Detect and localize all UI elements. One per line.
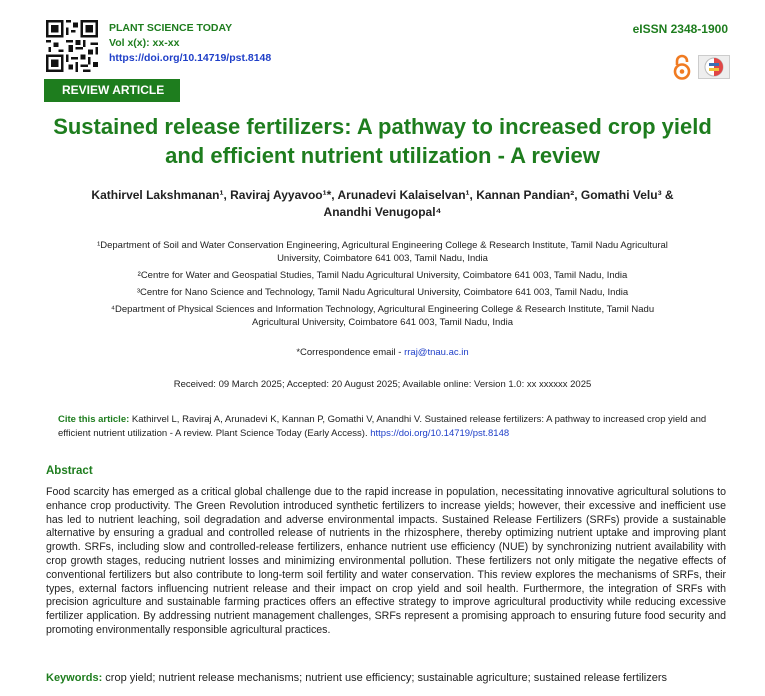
affiliations — [90, 239, 675, 333]
correspondence-email[interactable]: rraj@tnau.ac.in — [404, 347, 469, 358]
doi-link[interactable]: https://doi.org/10.14719/pst.8148 — [109, 52, 272, 64]
authors-line-1: Kathirvel Lakshmanan¹, Raviraj Ayyavoo¹*, Arunadevi Kalaiselvan¹, Kannan Pandian², Gomathi Velu³ & — [91, 188, 674, 202]
citation — [58, 413, 723, 441]
title-line-1: Sustained release fertilizers: A pathway to increased crop yield — [53, 114, 712, 139]
affiliation-2: ²Centre for Water and Geospatial Studies, Tamil Nadu Agricultural University, Coimbatore 641 003, Tamil Nadu, India — [137, 270, 628, 281]
eissn: eISSN 2348-1900 — [632, 22, 728, 36]
cite-label: Cite this article: — [58, 414, 130, 425]
keywords-text: crop yield; nutrient release mechanisms; nutrient use efficiency; sustainable agriculture; sustained release fertilizers — [102, 672, 667, 684]
keywords — [46, 672, 667, 684]
journal-header — [109, 21, 271, 66]
authors-line-2: Anandhi Venugopal⁴ — [323, 205, 442, 219]
keywords-label: Keywords: — [46, 672, 103, 684]
abstract-body: Food scarcity has emerged as a critical global challenge due to the rapid increase in population, necessitating innovative agricultural solutions to enhance crop productivity. The Green Revolution introduced synthetic fertilizers to increase yields; however, their excessive and inefficient use has led to nutrient leaching, soil degradation and adverse environmental impacts. Sustained Release Fertilizers (SRFs) provide a sustainable alternative by ensuring a gradual and controlled release of nutrients in the rhizosphere, thereby optimizing nutrient uptake and improving plant growth. SRFs, including slow and controlled-release fertilizers, enhance nutrient use efficiency (NUE) by synchronizing nutrient availability with crop growth stages, reducing nutrient losses and minimizing environmental pollution. These fertilizers not only mitigate the negative effects of conventional fertilizers but also contribute to long-term soil fertility and water conservation. This review explores the mechanisms of SRFs, their types, external factors influencing nutrient release and their impact on crop yield and soil health. Furthermore, the integration of SRFs with precision agriculture and sustainable farming practices offers an effective strategy to improve agricultural productivity while reducing excessive fertilizer application. By addressing nutrient management challenges, SRFs represent a promising approach to ensuring future food security and promoting environmentally responsible agricultural practices. — [46, 486, 726, 636]
qr-code-icon — [46, 20, 98, 72]
article-title — [20, 112, 745, 170]
abstract-heading: Abstract — [46, 465, 93, 477]
title-line-2: and efficient nutrient utilization - A review — [165, 143, 600, 168]
journal-name: PLANT SCIENCE TODAY — [109, 22, 233, 34]
affiliation-3: ³Centre for Nano Science and Technology, Tamil Nadu Agricultural University, Coimbatore 641 003, Tamil Nadu, India — [136, 287, 629, 298]
open-access-icon[interactable] — [672, 54, 692, 80]
correspondence-label: *Correspondence email - — [296, 347, 405, 358]
crossmark-icon[interactable] — [698, 55, 730, 79]
article-type-badge: REVIEW ARTICLE — [44, 79, 180, 102]
author-list — [60, 187, 705, 221]
publication-dates: Received: 09 March 2025; Accepted: 20 August 2025; Available online: Version 1.0: xx xxxxxx 2025 — [173, 379, 592, 390]
correspondence — [0, 347, 765, 358]
affiliation-4: ⁴Department of Physical Sciences and Information Technology, Agricultural Engineering College & Research Institute, Tamil Nadu Agricultural University, Coimbatore 641 003, Tamil Nadu, India — [110, 304, 655, 328]
affiliation-1: ¹Department of Soil and Water Conservation Engineering, Agricultural Engineering College & Research Institute, Tamil Nadu Agricultural University, Coimbatore 641 003, Tamil Nadu, India — [97, 240, 668, 264]
cite-text: Kathirvel L, Raviraj A, Arunadevi K, Kannan P, Gomathi V, Anandhi V. Sustained release fertilizers: A pathway to increased crop yield and efficient nutrient utilization - A review. Plant Science Today (Early Access). — [58, 414, 707, 439]
journal-volume: Vol x(x): xx-xx — [109, 37, 180, 49]
cite-doi-link[interactable]: https://doi.org/10.14719/pst.8148 — [370, 428, 510, 439]
